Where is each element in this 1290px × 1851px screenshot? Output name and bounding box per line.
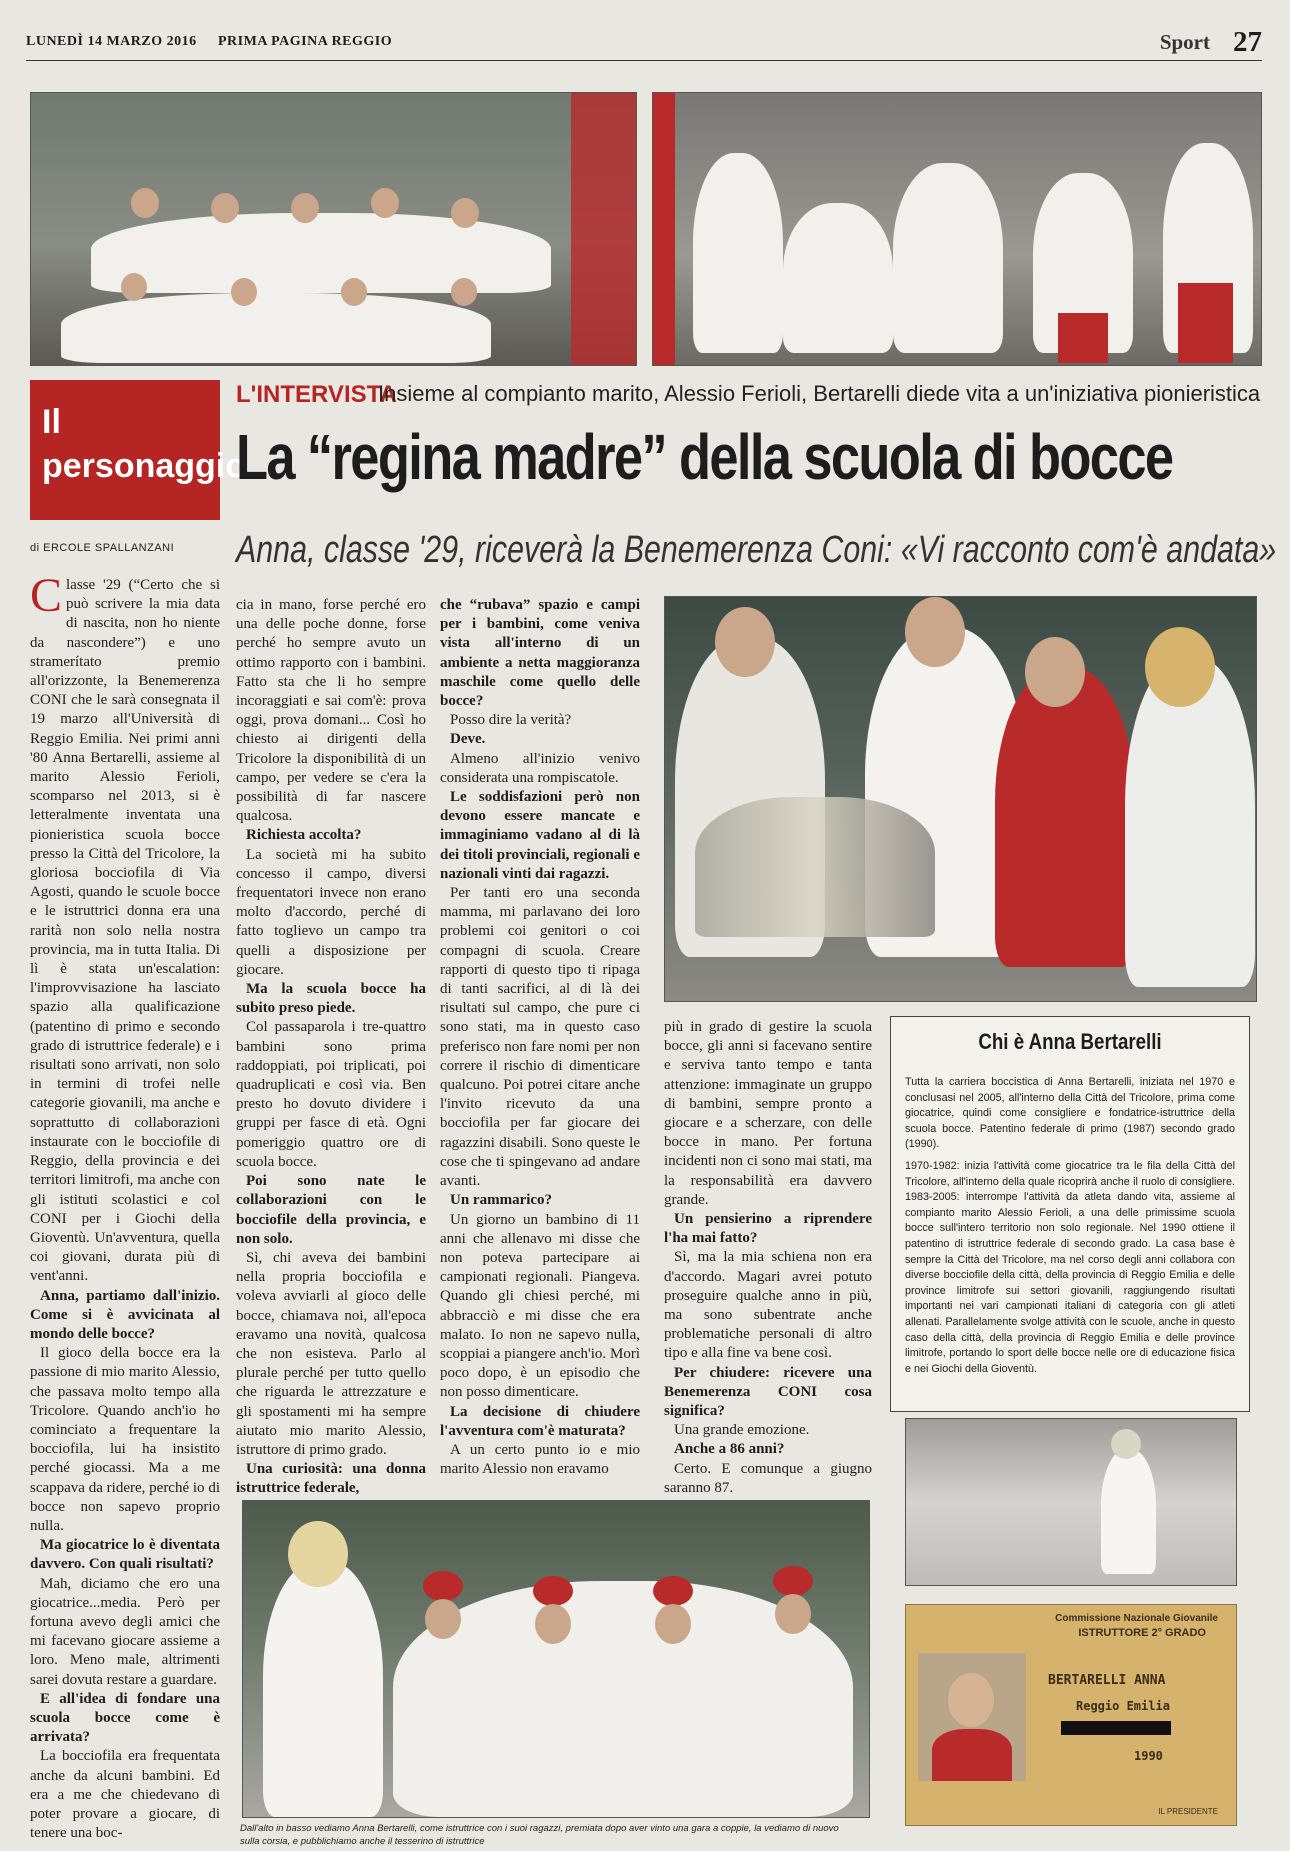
question: Ma giocatrice lo è diventata davvero. Con quali risultati? bbox=[30, 1537, 220, 1573]
answer: Un giorno un bambino di 11 anni che allenavo mi disse che non poteva partecipare ai campionati regionali. Piangeva. Quando gli chiesi perché, mi abbracciò e mi disse che era malato. Io non ne sapevo nulla, scoppiai a piangere anch'io. Morì poco dopo, è un episodio che non posso dimenticare. bbox=[440, 1211, 640, 1401]
card-city: Reggio Emilia bbox=[1076, 1699, 1170, 1713]
question: Richiesta accolta? bbox=[246, 827, 362, 844]
kicker-text: Insieme al compianto marito, Alessio Ferioli, Bertarelli diede vita a un'iniziativa pionieristica bbox=[378, 381, 1261, 406]
answer: A un certo punto io e mio marito Alessio non eravamo bbox=[440, 1441, 640, 1478]
answer: Il gioco della bocce era la passione di mio marito Alessio, che passava molto tempo alla Tricolore. Quando anch'io ho cominciato a frequentare la bocciofila, lui ha insistito perché giocassi. Ma a me scappava da ridere, perché io di bocce non sapevo proprio nulla. bbox=[30, 1345, 220, 1534]
question: La decisione di chiudere l'avventura com'è maturata? bbox=[440, 1403, 640, 1439]
sidebar-paragraph: 1970-1982: inizia l'attività come giocatrice tra le fila della Città del Tricolore, all'interno della quale ricoprirà anche il ruolo di consigliere. 1983-2005: interrompe l'attività da atleta dando vita, assieme al compianto marito Alessio Ferioli, a una delle primissime scuola bocce sull'intero territorio non solo regionale. Nel 1990 ottiene il patentino di istruttrice federale di secondo grado. La casa base è sempre la Città del Tricolore, ma nel corso degli anni collabora con diverse bocciofile della città, della provincia di Reggio Emilia e delle province limitrofe sui settori giovanili, raggiungendo risultati importanti nei vari campionati italiani di categoria con gli atleti allenati. Parallelamente svolge attività con le scuole, anche in questo caso della città, della provincia di Reggio Emilia e delle province limitrofe, portando lo sport delle bocce nelle ore di educazione fisica e nei Giochi della Gioventù. bbox=[905, 1159, 1235, 1375]
answer: Col passaparola i tre-quattro bambini sono prima raddoppiati, poi triplicati, poi quadruplicati e così via. Ben presto ho dovuto dividere i gruppi per fasce di età. Ogni pomeriggio quattro ore di scuola bocce. bbox=[236, 1019, 426, 1170]
photo-group-caps bbox=[242, 1500, 870, 1818]
personaggio-box: Il personaggio bbox=[30, 380, 220, 520]
sidebar-paragraph: Tutta la carriera boccistica di Anna Bertarelli, iniziata nel 1970 e conclusasi nel 2005, all'interno della Città del Tricolore, prima come giocatrice, quindi come consigliere e fondatrice-istruttrice della scuola bocce. Patentino federale di primo (1987) secondo grado (1990). bbox=[905, 1076, 1235, 1151]
sidebar-body bbox=[905, 1075, 1235, 1383]
question: Anche a 86 anni? bbox=[674, 1441, 785, 1458]
answer: Sì, chi aveva dei bambini nella propria bocciofila e voleva avviarli al gioco delle bocce, chiamava noi, all'epoca eravamo una novità, qualcosa che non esisteva. Parlo al plurale perché per tutto quello che riguarda le attrezzature e gli spostamenti mi ha sempre aiutato mio marito Alessio, istruttore di primo grado. bbox=[236, 1249, 426, 1458]
bio-sidebar bbox=[890, 1016, 1250, 1412]
paper-name: PRIMA PAGINA REGGIO bbox=[218, 34, 393, 49]
instructor-card bbox=[905, 1604, 1237, 1826]
sidebar-title: Chi è Anna Bertarelli bbox=[978, 1029, 1162, 1054]
card-redaction bbox=[1061, 1721, 1171, 1735]
photo-game bbox=[652, 92, 1262, 366]
answer: Posso dire la verità? bbox=[450, 712, 572, 729]
card-grade: ISTRUTTORE 2° GRADO bbox=[1078, 1627, 1206, 1639]
card-year: 1990 bbox=[1134, 1749, 1163, 1763]
page-number: 27 bbox=[1233, 26, 1262, 58]
question: Ma la scuola bocce ha subito preso piede. bbox=[236, 981, 426, 1017]
answer: Mah, diciamo che ero una giocatrice...media. Però per fortuna avevo degli amici che mi facevano giocare assieme a loro. Meno male, altrimenti sarei dovuta restare a guardare. bbox=[30, 1575, 220, 1688]
photo-bowling bbox=[905, 1418, 1237, 1586]
question: Le soddisfazioni però non devono essere mancate e immaginiamo vadano al di là dei titoli provinciali, regionali e nazionali vinti dai ragazzi. bbox=[440, 789, 640, 882]
kicker-label: L'INTERVISTA bbox=[236, 381, 397, 408]
card-issuer: Commissione Nazionale Giovanile bbox=[1055, 1613, 1218, 1624]
answer: Una grande emozione. bbox=[674, 1422, 810, 1439]
question: Deve. bbox=[450, 731, 486, 748]
masthead bbox=[26, 28, 1262, 61]
photo-team bbox=[30, 92, 637, 366]
issue-date: LUNEDÌ 14 MARZO 2016 bbox=[26, 34, 197, 49]
answer: più in grado di gestire la scuola bocce, gli anni si facevano sentire e serviva tanto tempo e tanta attenzione: immaginate un gruppo di bambini, sempre pronto a giocare e a scherzare, con delle bocce in mano. Per fortuna incidenti non ci sono mai stati, ma la responsabilità era davvero grande. bbox=[664, 1019, 872, 1208]
card-president: IL PRESIDENTE bbox=[1158, 1807, 1218, 1816]
question: Anna, partiamo dall'inizio. Come si è avvicinata al mondo delle bocce? bbox=[30, 1287, 220, 1342]
paragraph: cia in mano, forse perché ero una delle poche donne, forse perché ho sempre avuto un ottimo rapporto con i bambini. Fatto sta che li ho sempre incoraggiati e sai com'è: prova oggi, prova domani... Così ho chiesto ai dirigenti della Tricolore la disponibilità di un campo, per vedere se c'era la possibilità di far nascere qualcosa. bbox=[236, 597, 426, 825]
paragraph: lasse '29 (“Certo che si può scrivere la mia data di nascita, non ho niente da nascondere”) e uno stramerítato premio all'orizzonte, la Benemerenza CONI che le sarà consegnata il 19 marzo all'Università di Reggio Emilia. Nei primi anni '80 Anna Bertarelli, assieme al marito Alessio Ferioli, scomparso nel 2013, si è letteralmente inventata una pionieristica scuola bocce presso la Città del Tricolore, la gloriosa bocciofila di Via Agosti, quando le scuole bocce e le istruttrici donna era una rarità non solo nella nostra provincia, ma in tutta Italia. Di lì è stata un'escalation: l'improvvisazione ha lasciato spazio alla qualificazione (patentino di primo e secondo grado di istruttrice federale) e i risultati sono arrivati, non solo in termini di trofei nelle categorie giovanili, ma anche e soprattutto di collaborazioni instaurate con le bocciofile di Reggio, della provincia e dei territori limitrofi, ma anche con gli istituti scolastici e col CONI per i Giochi della Gioventù. Un'avventura, quella coi giovani, durata più di vent'anni. bbox=[30, 577, 220, 1285]
answer: Per tanti ero una seconda mamma, mi parlavano dei loro problemi coi genitori o coi compagni di scuola. Creare rapporti di questo tipo ti ripaga di tanti sacrifici, al di là dei risultati sul campo, che pure ci sono stati, ma in questo caso preferisco non fare nomi per non correre il rischio di dimenticare qualcuno. Poi potrei citare anche l'invito ricevuto da una bocciofila per far giocare dei ragazzini disabili. Sono queste le cose che ti spingevano ad andare avanti. bbox=[440, 885, 640, 1190]
answer: Certo. E comunque a giugno saranno 87. bbox=[664, 1460, 872, 1496]
headline: La “regina madre” della scuola di bocce bbox=[236, 421, 1173, 493]
question: Per chiudere: ricevere una Benemerenza CONI cosa significa? bbox=[664, 1364, 872, 1420]
question: Un pensierino a riprendere l'ha mai fatto? bbox=[664, 1211, 872, 1247]
section-name: Sport bbox=[1159, 30, 1210, 54]
answer: Almeno all'inizio venivo considerata una rompiscatole. bbox=[440, 750, 640, 786]
article-column-2 bbox=[236, 596, 426, 1499]
question: che “rubava” spazio e campi per i bambini, come veniva vista all'interno di un ambiente a netta maggioranza maschile come quello delle bocce? bbox=[440, 597, 640, 710]
question: Un rammarico? bbox=[450, 1192, 553, 1209]
subheadline: Anna, classe '29, riceverà la Benemerenza Coni: «Vi racconto com'è andata» bbox=[236, 529, 1277, 571]
answer: La società mi ha subito concesso il campo, diversi frequentatori invece non erano molto d'accordo, perché di fatto toglievo un campo tra quelli a disposizione per giocare. bbox=[236, 846, 426, 978]
dropcap: C bbox=[30, 569, 63, 622]
article-column-3 bbox=[440, 596, 640, 1479]
answer: La bocciofila era frequentata anche da alcuni bambini. Ed era a me che chiedevano di poter provare a giocare, di tenere una boc- bbox=[30, 1748, 220, 1842]
question: Poi sono nate le collaborazioni con le bocciofile della provincia, e non solo. bbox=[236, 1173, 426, 1247]
article-column-4 bbox=[664, 1018, 872, 1498]
photo-trophies bbox=[664, 596, 1257, 1002]
card-name: BERTARELLI ANNA bbox=[1048, 1673, 1166, 1688]
photo-caption: Dall'alto in basso vediamo Anna Bertarelli, come istruttrice con i suoi ragazzi, premiata dopo aver vinto una gara a coppie, la vediamo di nuovo sulla corsia, e pubblichiamo anche il tesserino di istruttrice bbox=[240, 1823, 839, 1847]
card-portrait bbox=[918, 1653, 1026, 1781]
question: Una curiosità: una donna istruttrice federale, bbox=[236, 1461, 426, 1497]
question: E all'idea di fondare una scuola bocce come è arrivata? bbox=[30, 1690, 220, 1746]
article-column-1 bbox=[30, 569, 220, 1843]
byline: di ERCOLE SPALLANZANI bbox=[30, 542, 175, 554]
answer: Sì, ma la mia schiena non era d'accordo. Magari avrei potuto proseguire qualche anno in più, ma sono subentrate anche problematiche personali di altro tipo e alla fine va bene così. bbox=[664, 1249, 872, 1362]
